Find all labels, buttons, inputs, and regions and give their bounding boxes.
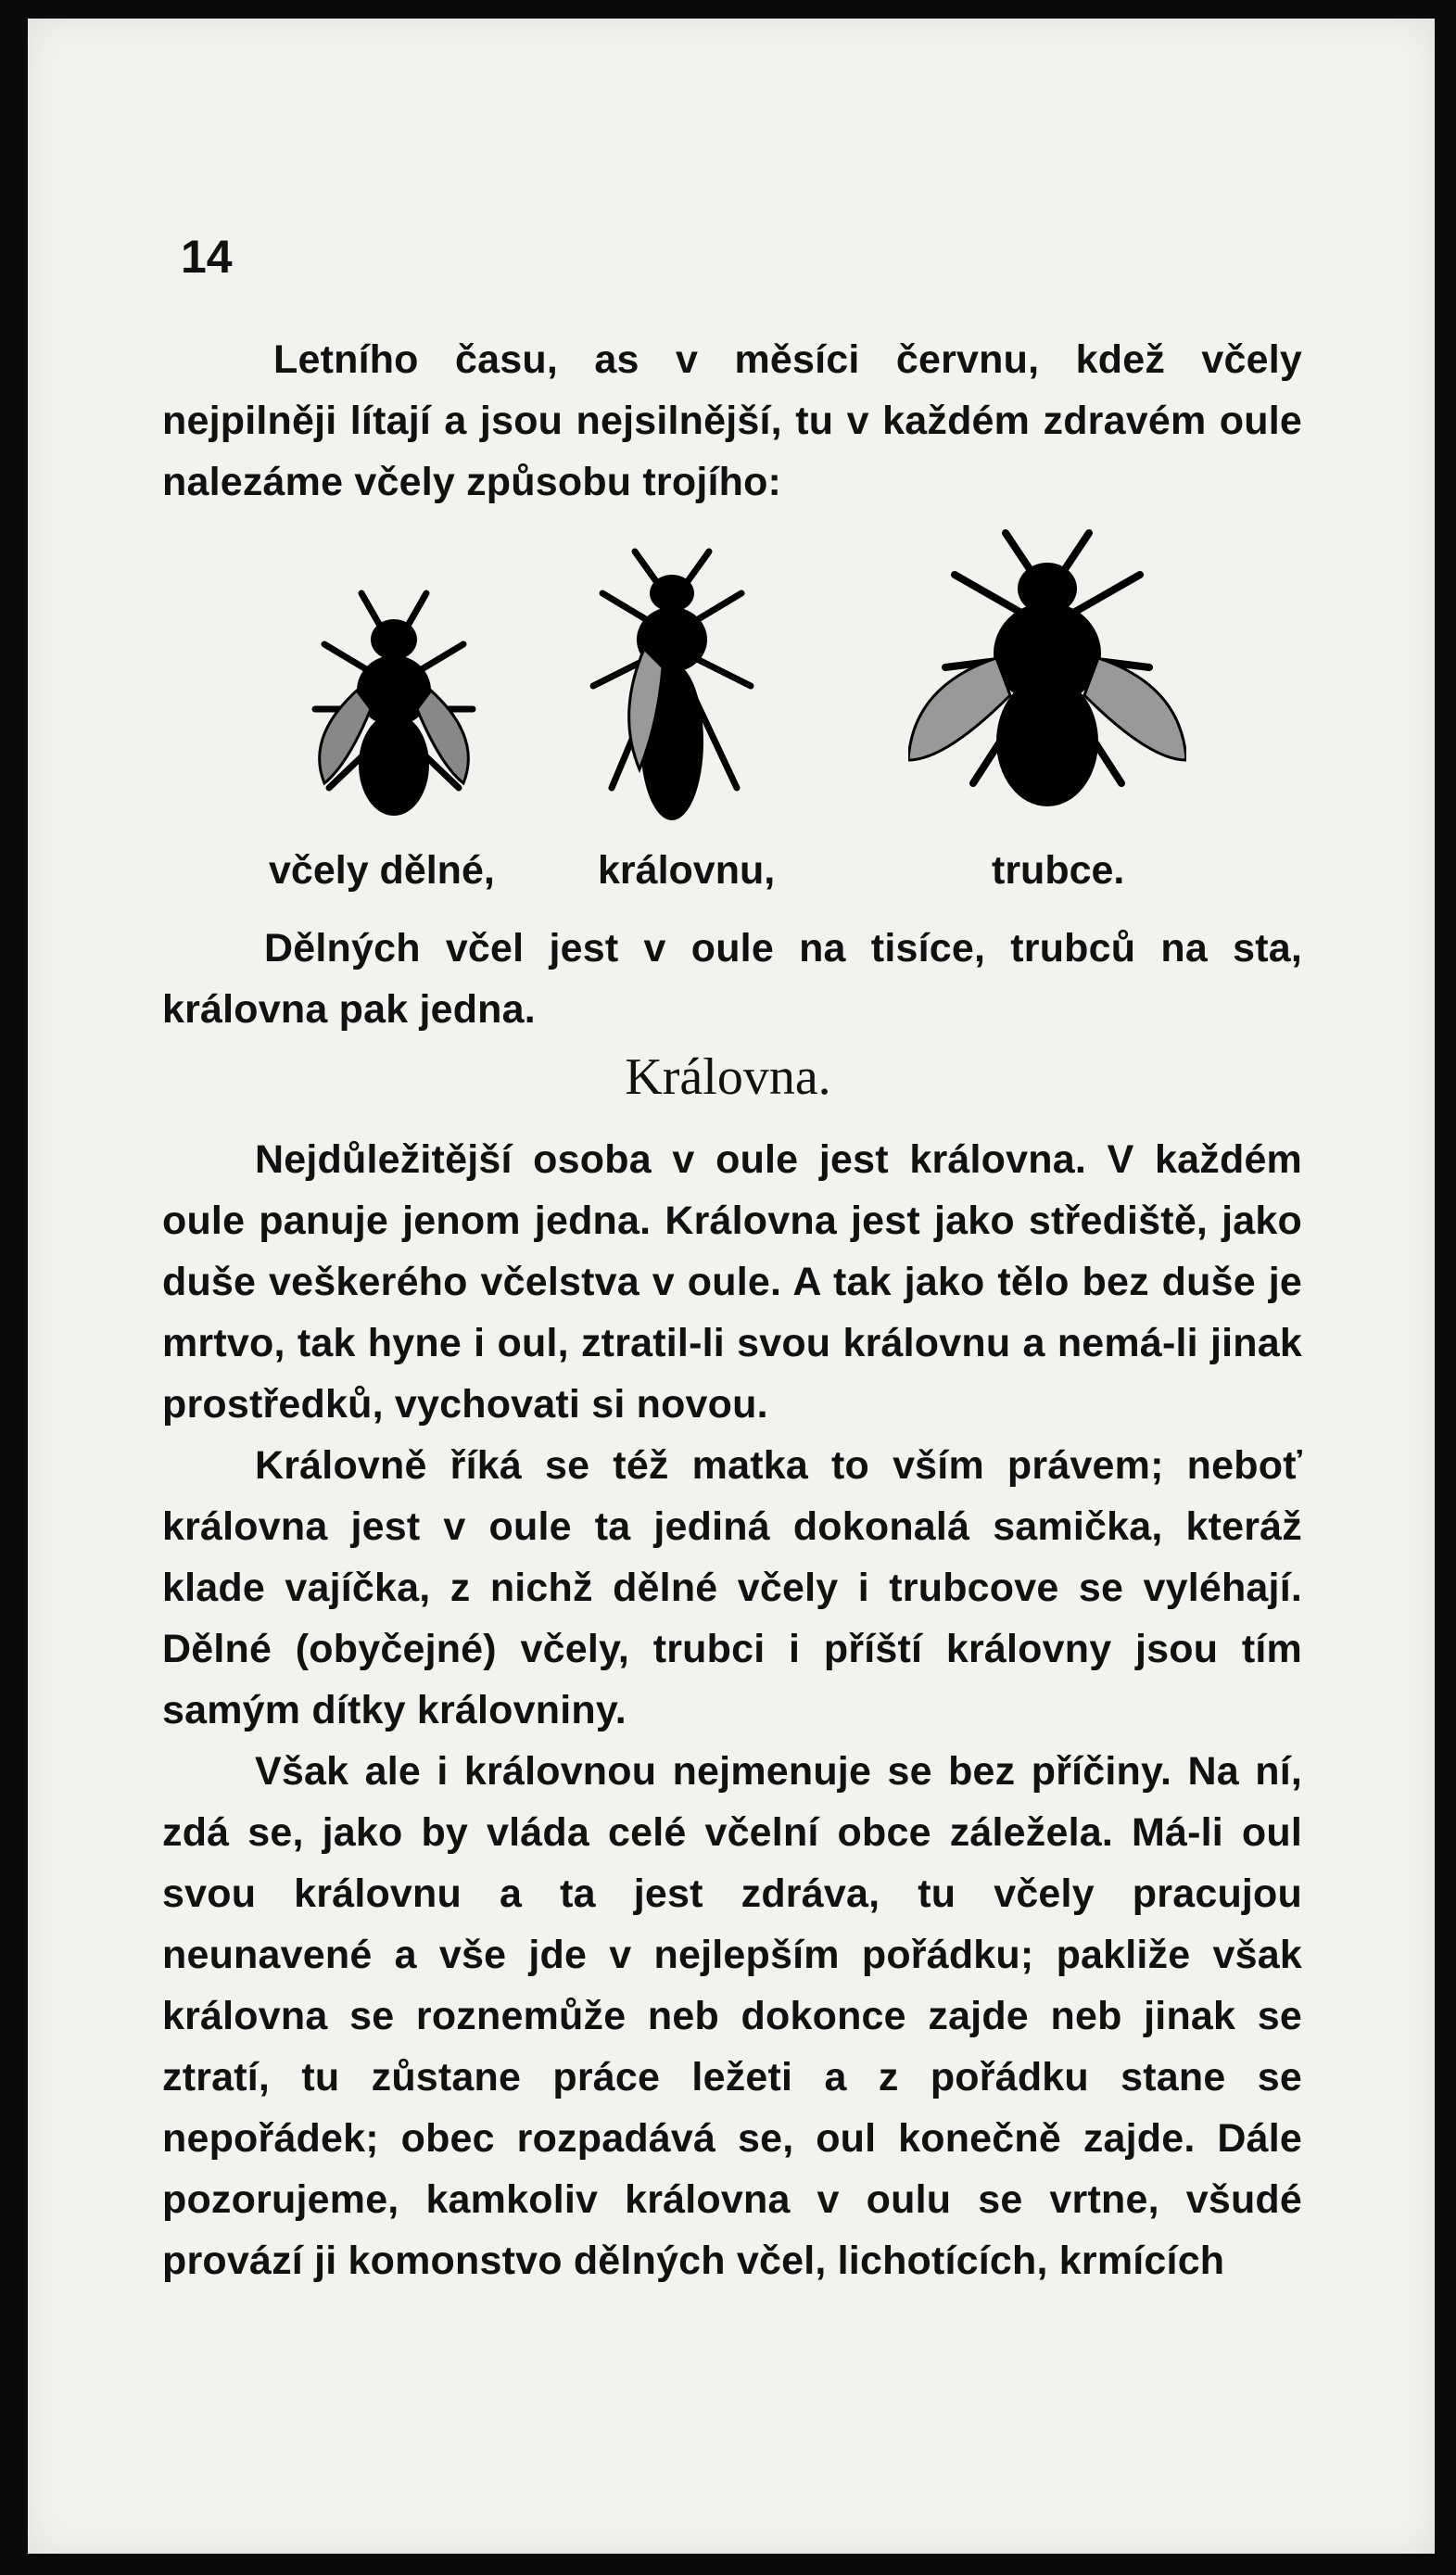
body-paragraph: Královně říká se též matka to vším právem; neboť královna jest v oule ta jediná dokonalá samička, kteráž klade vajíčka, z nichž dělné včely i trubcove se vyléhají. Dělné (obyčejné) včely, trubci i příští královny jsou tím samým dítky královniny.: [162, 1443, 1302, 1732]
section-heading: Královna.: [625, 1048, 831, 1106]
counts-paragraph: Dělných včel jest v oule na tisíce, trubců na sta, královna pak jedna.: [162, 926, 1302, 1032]
queen-bee-label: královnu,: [598, 848, 776, 893]
intro-paragraph: Letního času, as v měsíci červnu, kdež včely nejpilněji lítají a jsou nejsilnější, tu v každém zdravém oule nalezáme včely způsobu trojího:: [162, 337, 1302, 504]
worker-bee-illustration: [306, 589, 482, 820]
body-paragraph: Nejdůležitější osoba v oule jest královna. V každém oule panuje jenom jedna. Královna jest jako střediště, jako duše veškerého včelstva v oule. A tak jako tělo bez duše je mrtvo, tak hyne i oul, ztratil-li svou královnu a nemá-li jinak prostředků, vychovati si novou.: [162, 1137, 1302, 1427]
worker-bee-label: včely dělné,: [269, 848, 495, 893]
page-number: 14: [181, 231, 233, 283]
bee-illustrations: [278, 528, 1223, 834]
drone-bee-illustration: [908, 528, 1186, 816]
body-paragraph: Však ale i královnou nejmenuje se bez příčiny. Na ní, zdá se, jako by vláda celé včelní obce záležela. Má-li oul svou královnu a ta jest zdráva, tu včely pracujou neunavené a vše jde v nejlepším pořádku; pakliže však královna se roznemůže neb dokonce zajde neb jinak se ztratí, tu zůstane práce ležeti a z pořádku stane se nepořádek; obec rozpadává se, oul konečně zajde. Dále pozorujeme, kamkoliv královna v oulu se vrtne, všudé provází ji komonstvo dělných včel, lichotících, krmících: [162, 1749, 1302, 2283]
figure-labels: [269, 848, 1149, 904]
drone-bee-label: trubce.: [992, 848, 1125, 893]
queen-bee-illustration: [584, 547, 760, 825]
